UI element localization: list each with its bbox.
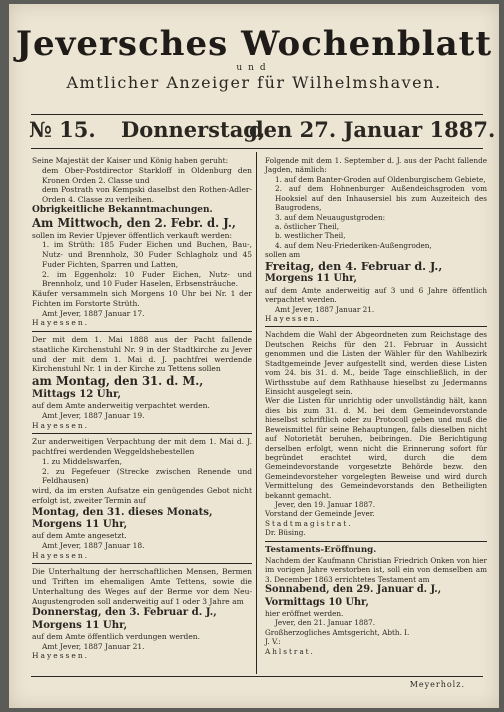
printer-name: Meyerholz. <box>409 680 465 689</box>
left-column-paragraph: Hayessen. <box>32 420 90 430</box>
right-column-paragraph: Testaments-Eröffnung. <box>265 544 377 555</box>
masthead <box>9 24 499 93</box>
issue-date: den 27. Januar 1887. <box>249 117 496 142</box>
issue-bottom-rule <box>31 148 483 149</box>
left-column-paragraph: 2. im Eggenholz: 10 Fuder Eichen, Nutz- und Brennholz, und 10 Fuder Haselen, Erbsensträuche. <box>42 269 252 289</box>
right-column-paragraph: Sonnabend, den 29. Januar d. J., <box>265 584 442 596</box>
right-column-paragraph: 3. auf dem Neuaugustgroden: <box>275 212 386 222</box>
right-column-paragraph: 2. auf dem Hohnenburger Außendeichsgroden vom Hooksiel auf den Inhausersiel bis zum Auzeiteich des Baugrodens, <box>275 184 487 213</box>
right-column-paragraph: Stadtmagistrat. <box>265 518 353 528</box>
left-column-paragraph: Morgens 11 Uhr, <box>32 518 128 531</box>
left-column-paragraph: Morgens 11 Uhr, <box>32 619 128 632</box>
left-column-paragraph: Seine Majestät der Kaiser und König haben geruht: <box>32 156 229 165</box>
right-column-paragraph: Großherzogliches Amtsgericht, Abth. I. <box>265 627 410 637</box>
left-column-paragraph: Die Unterhaltung der herrschaftlichen Mensen, Bermen und Triften im ehemaligen Amte Tettens, sowie die Unterhaltung des Weges auf der Berme vor dem Neu-Augustengroden soll anderweitig auf 1 oder 3 Jahre am <box>32 567 252 606</box>
issue-top-rule <box>31 114 483 115</box>
right-column-paragraph: Vorstand der Gemeinde Jever. <box>265 509 375 519</box>
right-column-paragraph: 1. auf dem Banter-Groden auf Oldenburgischem Gebiete, <box>275 174 486 184</box>
right-column-paragraph: 4. auf dem Neu-Friederiken-Außengroden, <box>275 240 432 250</box>
right-column-paragraph: Freitag, den 4. Februar d. J., <box>265 258 443 273</box>
left-column-paragraph: Mittags 12 Uhr, <box>32 388 122 401</box>
right-column-paragraph: b. westlicher Theil, <box>275 231 346 241</box>
section-separator <box>265 326 487 327</box>
left-column-paragraph: Hayessen. <box>32 550 90 560</box>
left-column-paragraph: Amt Jever, 1887 Januar 19. <box>42 410 145 420</box>
section-separator <box>32 433 252 434</box>
right-column-paragraph: Wer die Listen für unrichtig oder unvollständig hält, kann dies bis zum 31. d. M. bei dem Gemeindevorstande hieselbst schriftlich oder zu Protocoll geben und muß die Beweismittel für seine Behauptungen, falls dieselben nicht auf Notorietät beruhen, beibringen. Die Berichtigung derselben erfolgt, wenn nicht die Erinnerung sofort für begründet erachtet wird, durch die dem Gemeindevorstande vorgesetzte Behörde bezw. den Gemeindevorsteher vorgelegten Beweise und wird durch Vermittelung des Gemeindevorstands den Betheiligten bekannt gemacht. <box>265 396 487 500</box>
left-column-paragraph: Zur anderweitigen Verpachtung der mit dem 1. Mai d. J. pachtfrei werdenden Weggeldshebestellen <box>32 437 252 457</box>
left-column-paragraph: sollen im Revier Upjever öffentlich verkauft werden: <box>32 230 233 240</box>
newspaper-title: Jeversches Wochenblatt <box>15 24 493 64</box>
right-column-paragraph: Vormittags 10 Uhr, <box>265 596 369 608</box>
newspaper-page <box>9 4 499 708</box>
left-column-paragraph: Amt Jever, 1887 Januar 18. <box>42 540 145 550</box>
left-column-paragraph: Obrigkeitliche Bekanntmachungen. <box>32 204 213 215</box>
left-column-paragraph: Amt Jever, 1887 Januar 21. <box>42 641 145 651</box>
issue-day: Donnerstag, <box>121 117 266 142</box>
right-column <box>265 156 487 656</box>
right-column-paragraph: auf dem Amte anderweitig auf 3 und 6 Jahre öffentlich verpachtet werden. <box>265 285 487 305</box>
right-column-paragraph: Morgens 11 Uhr, <box>265 273 357 285</box>
left-column <box>32 156 252 661</box>
left-column-paragraph: 1. zu Middelswarfen, <box>42 456 122 466</box>
left-column-paragraph: Hayessen. <box>32 651 90 661</box>
right-column-paragraph: Ahlstrat. <box>265 646 315 656</box>
right-column-paragraph: hier eröffnet werden. <box>265 608 344 618</box>
left-column-paragraph: Montag, den 31. dieses Monats, <box>32 505 213 518</box>
right-column-paragraph: Nachdem der Kaufmann Christian Friedrich Onken von hier im vorigen Jahre verstorben ist, soll ein von demselben am 3. December 1863 errichtetes Testament am <box>265 555 487 584</box>
left-column-paragraph: Am Mittwoch, den 2. Febr. d. J., <box>32 216 236 231</box>
left-column-paragraph: auf dem Amte öffentlich verdungen werden. <box>32 631 200 641</box>
right-column-paragraph: Dr. Büsing. <box>265 528 306 538</box>
right-column-paragraph: Hayessen. <box>265 314 321 324</box>
left-column-paragraph: dem Ober-Postdirector Starkloff in Oldenburg den Kronen Orden 2. Classe und <box>42 165 252 185</box>
masthead-und: und <box>236 63 272 73</box>
right-column-paragraph: Nachdem die Wahl der Abgeordneten zum Reichstage des Deutschen Reichs für den 21. Februar in Aussicht genommen und die Listen der Wähler für den Wahlbezirk Stadtgemeinde Jever aufgestellt sind, werden diese Listen vom 24. bis 31. d. M., beide Tage einschließlich, in der Wirthsstube auf dem Rathhause hieselbst zu Jedermanns Einsicht ausgelegt sein. <box>265 330 487 396</box>
left-column-paragraph: auf dem Amte angesetzt. <box>32 531 127 541</box>
footer-rule <box>31 676 483 677</box>
left-column-paragraph: Donnerstag, den 3. Februar d. J., <box>32 606 217 619</box>
left-column-paragraph: 2. zu Fegefeuer (Strecke zwischen Renende und Feldhausen) <box>42 466 252 486</box>
column-divider <box>256 152 257 674</box>
left-column-paragraph: am Montag, den 31. d. M., <box>32 374 204 389</box>
left-column-paragraph: Käufer versammeln sich Morgens 10 Uhr bei Nr. 1 der Fichten im Forstorte Strüth. <box>32 289 252 308</box>
right-column-paragraph: sollen am <box>265 250 301 260</box>
right-column-paragraph: Amt Jever, 1887 Januar 21. <box>275 304 375 314</box>
section-separator <box>265 541 487 542</box>
newspaper-subtitle: Amtlicher Anzeiger für Wilhelmshaven. <box>66 73 442 92</box>
left-column-paragraph: dem Postrath von Kempski daselbst den Rothen-Adler-Orden 4. Classe zu verleihen. <box>42 185 252 204</box>
left-column-paragraph: Amt Jever, 1887 Januar 17. <box>42 308 145 318</box>
right-column-paragraph: Jever, den 21. Januar 1887. <box>275 618 376 628</box>
left-column-paragraph: wird, da im ersten Aufsatze ein genügendes Gebot nicht erfolgt ist, zweiter Termin auf <box>32 486 252 505</box>
issue-number: № 15. <box>29 117 96 142</box>
right-column-paragraph: Jever, den 19. Januar 1887. <box>275 500 376 510</box>
left-column-paragraph: auf dem Amte anderweitig verpachtet werden. <box>32 401 210 411</box>
left-column-paragraph: Hayessen. <box>32 318 90 328</box>
section-separator <box>32 563 252 564</box>
section-separator <box>32 331 252 332</box>
right-column-paragraph: a. östlicher Theil, <box>275 221 340 231</box>
right-column-paragraph: Folgende mit dem 1. September d. J. aus der Pacht fallende Jagden, nämlich: <box>265 156 487 175</box>
issue-line <box>29 117 496 143</box>
left-column-paragraph: 1. im Strüth: 185 Fuder Eichen und Buchen, Bau-, Nutz- und Brennholz, 30 Fuder Schlagholz und 45 Fuder Fichten, Sparren und Latten, <box>42 240 252 269</box>
right-column-paragraph: J. V.: <box>265 637 281 647</box>
left-column-paragraph: Der mit dem 1. Mai 1888 aus der Pacht fallende staatliche Kirchenstuhl Nr. 9 in der Stadtkirche zu Jever und der mit dem 1. Mai d. J. pachtfrei werdende Kirchenstuhl Nr. 1 in der Kirche zu Tettens sollen <box>32 335 252 374</box>
